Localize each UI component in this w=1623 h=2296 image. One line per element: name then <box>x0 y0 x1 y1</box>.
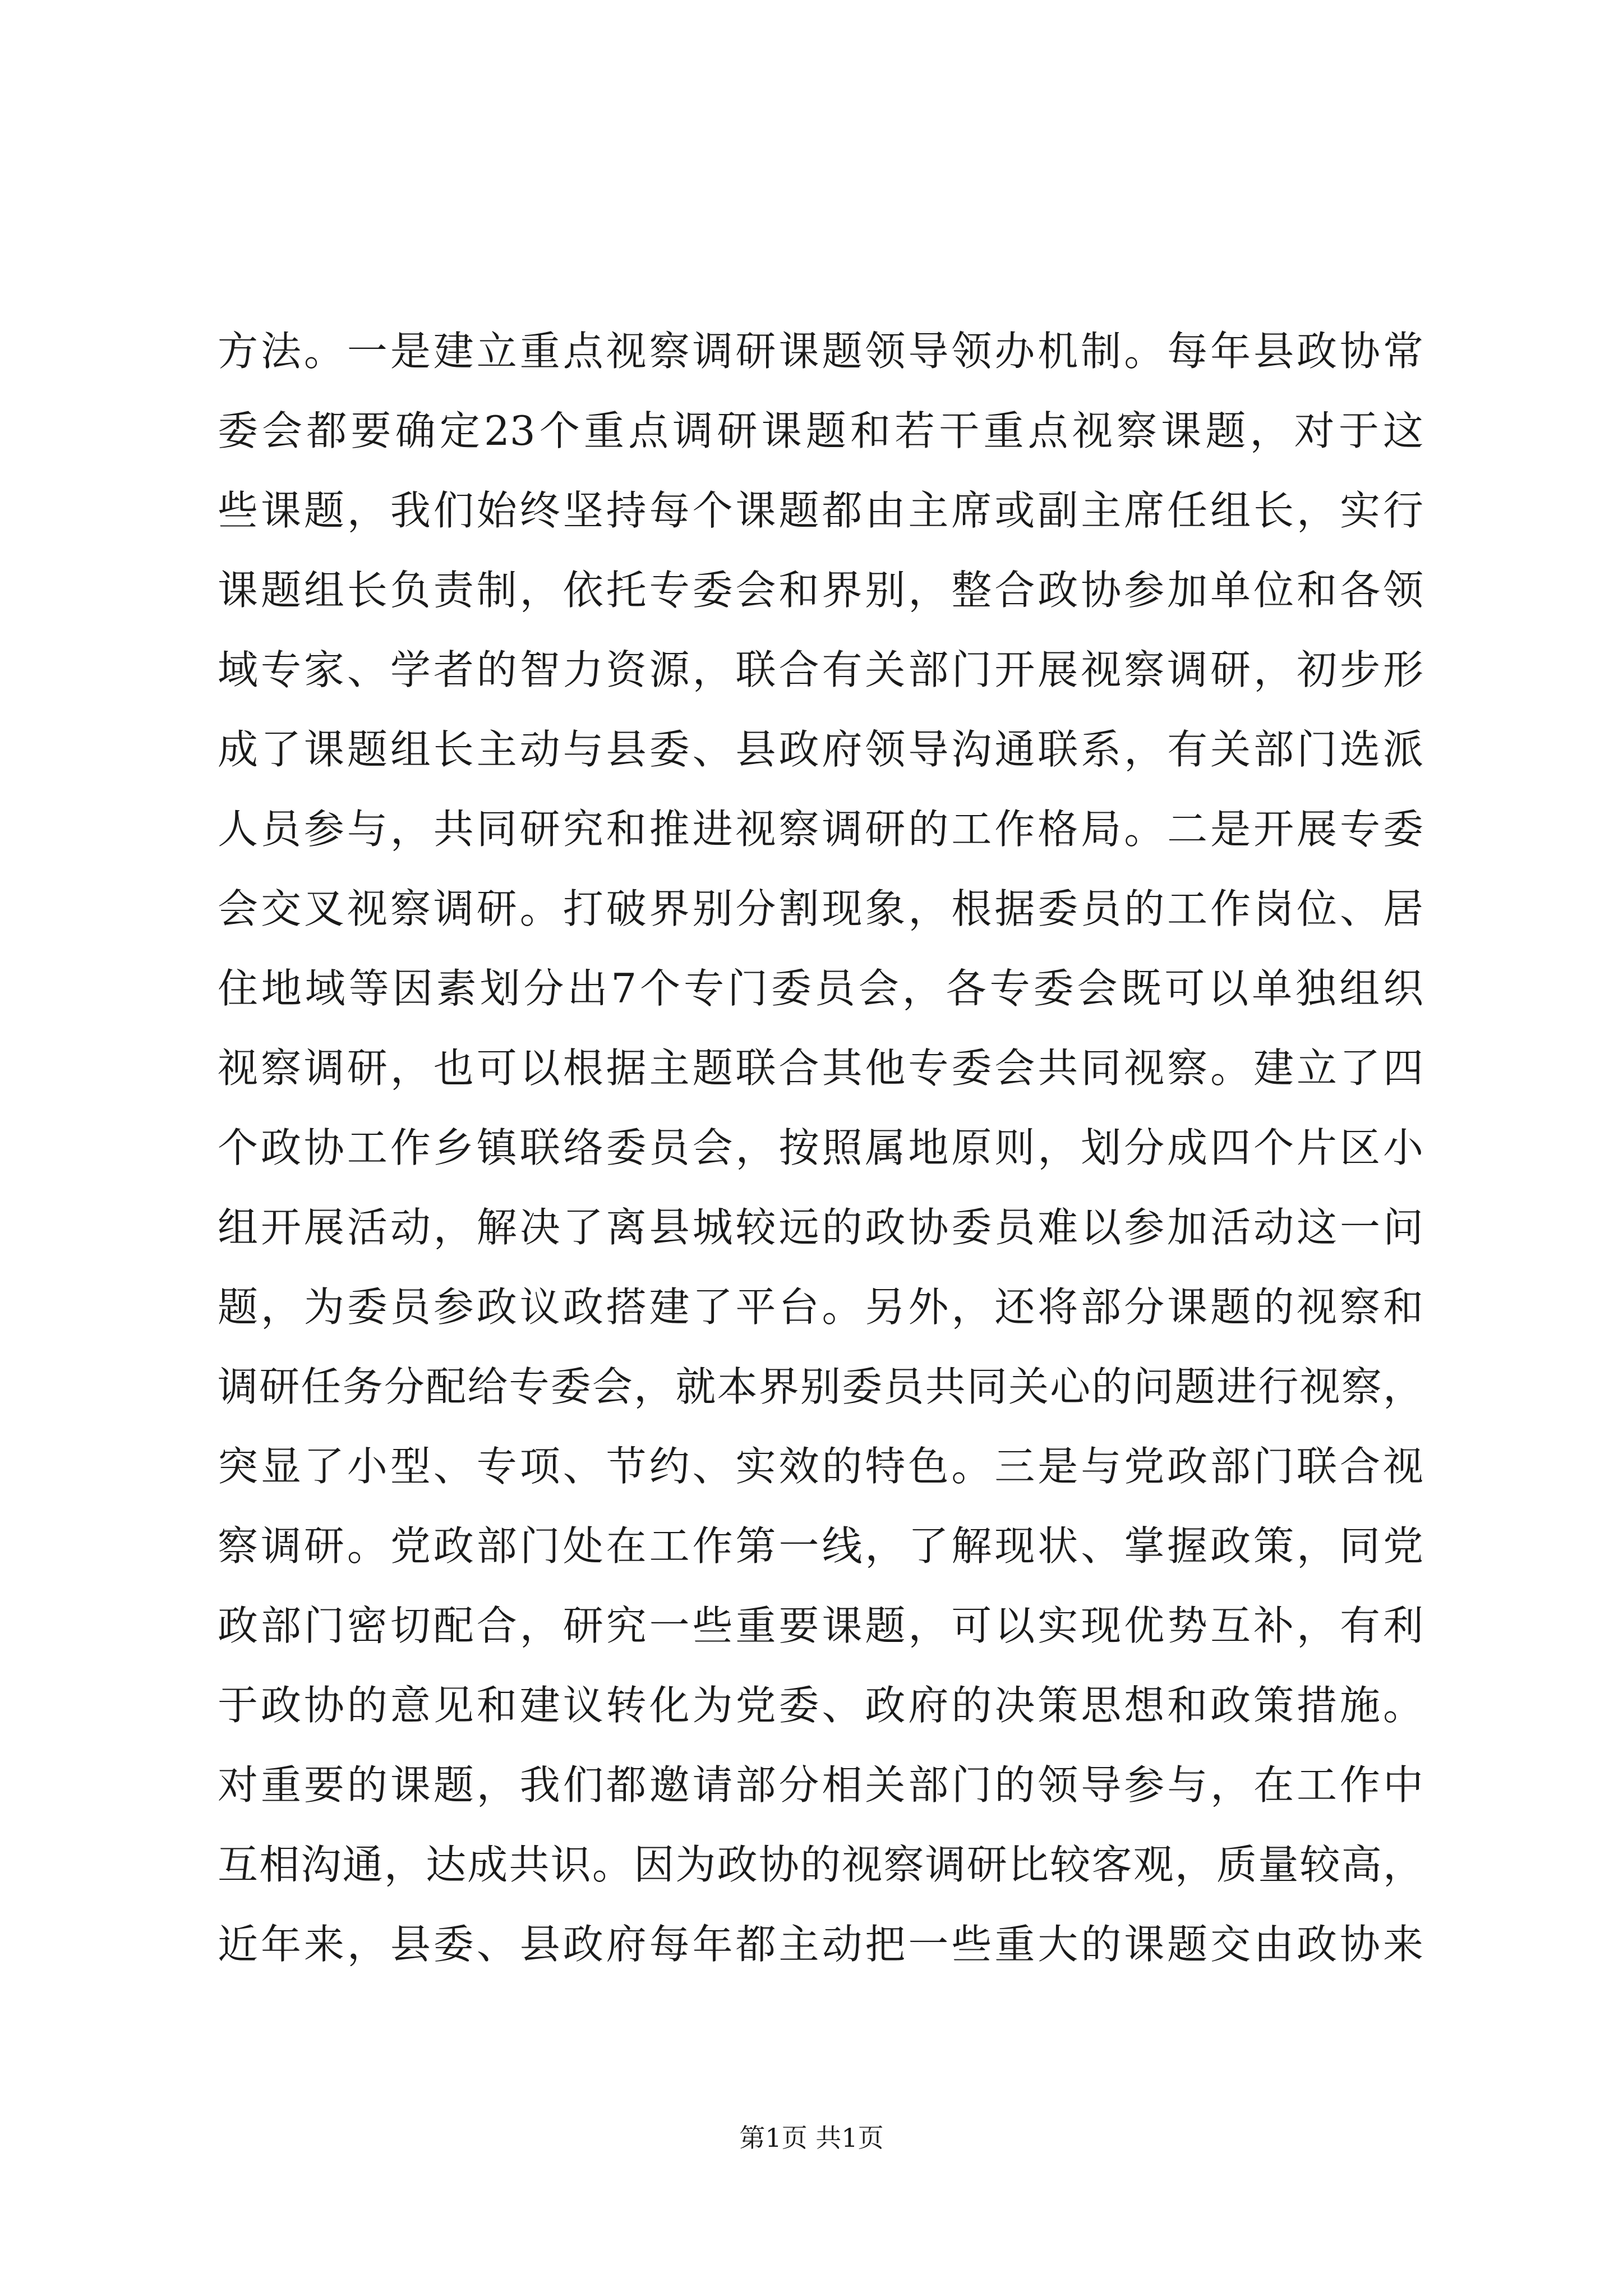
page-footer: 第1页 共1页 <box>739 2123 884 2153</box>
text-line: 近年来，县委、县政府每年都主动把一些重大的课题交由政协来 <box>218 1921 1423 1968</box>
text-line: 题，为委员参政议政搭建了平台。另外，还将部分课题的视察和 <box>218 1283 1423 1331</box>
text-line: 调研任务分配给专委会，就本界别委员共同关心的问题进行视察， <box>218 1363 1423 1410</box>
text-line: 方法。一是建立重点视察调研课题领导领办机制。每年县政协常 <box>218 328 1423 375</box>
text-line: 域专家、学者的智力资源，联合有关部门开展视察调研，初步形 <box>218 646 1423 693</box>
text-line: 对重要的课题，我们都邀请部分相关部门的领导参与，在工作中 <box>218 1761 1423 1809</box>
text-line: 察调研。党政部门处在工作第一线，了解现状、掌握政策，同党 <box>218 1522 1423 1570</box>
text-line: 突显了小型、专项、节约、实效的特色。三是与党政部门联合视 <box>218 1443 1423 1490</box>
text-line: 政部门密切配合，研究一些重要课题，可以实现优势互补，有利 <box>218 1602 1423 1649</box>
text-line: 个政协工作乡镇联络委员会，按照属地原则，划分成四个片区小 <box>218 1124 1423 1171</box>
text-line: 会交叉视察调研。打破界别分割现象，根据委员的工作岗位、居 <box>218 885 1423 932</box>
text-line: 住地域等因素划分出7个专门委员会，各专委会既可以单独组织 <box>218 965 1423 1012</box>
text-line: 组开展活动，解决了离县城较远的政协委员难以参加活动这一问 <box>218 1204 1423 1251</box>
text-line: 于政协的意见和建议转化为党委、政府的决策思想和政策措施。 <box>218 1682 1423 1729</box>
text-line: 视察调研，也可以根据主题联合其他专委会共同视察。建立了四 <box>218 1045 1423 1092</box>
text-line: 些课题，我们始终坚持每个课题都由主席或副主席任组长，实行 <box>218 487 1423 534</box>
text-line: 人员参与，共同研究和推进视察调研的工作格局。二是开展专委 <box>218 806 1423 853</box>
body-text <box>218 311 1423 1984</box>
text-line: 课题组长负责制，依托专委会和界别，整合政协参加单位和各领 <box>218 567 1423 614</box>
text-line: 成了课题组长主动与县委、县政府领导沟通联系，有关部门选派 <box>218 726 1423 773</box>
text-line: 互相沟通，达成共识。因为政协的视察调研比较客观，质量较高， <box>218 1841 1423 1888</box>
text-line: 委会都要确定23个重点调研课题和若干重点视察课题，对于这 <box>218 407 1423 454</box>
